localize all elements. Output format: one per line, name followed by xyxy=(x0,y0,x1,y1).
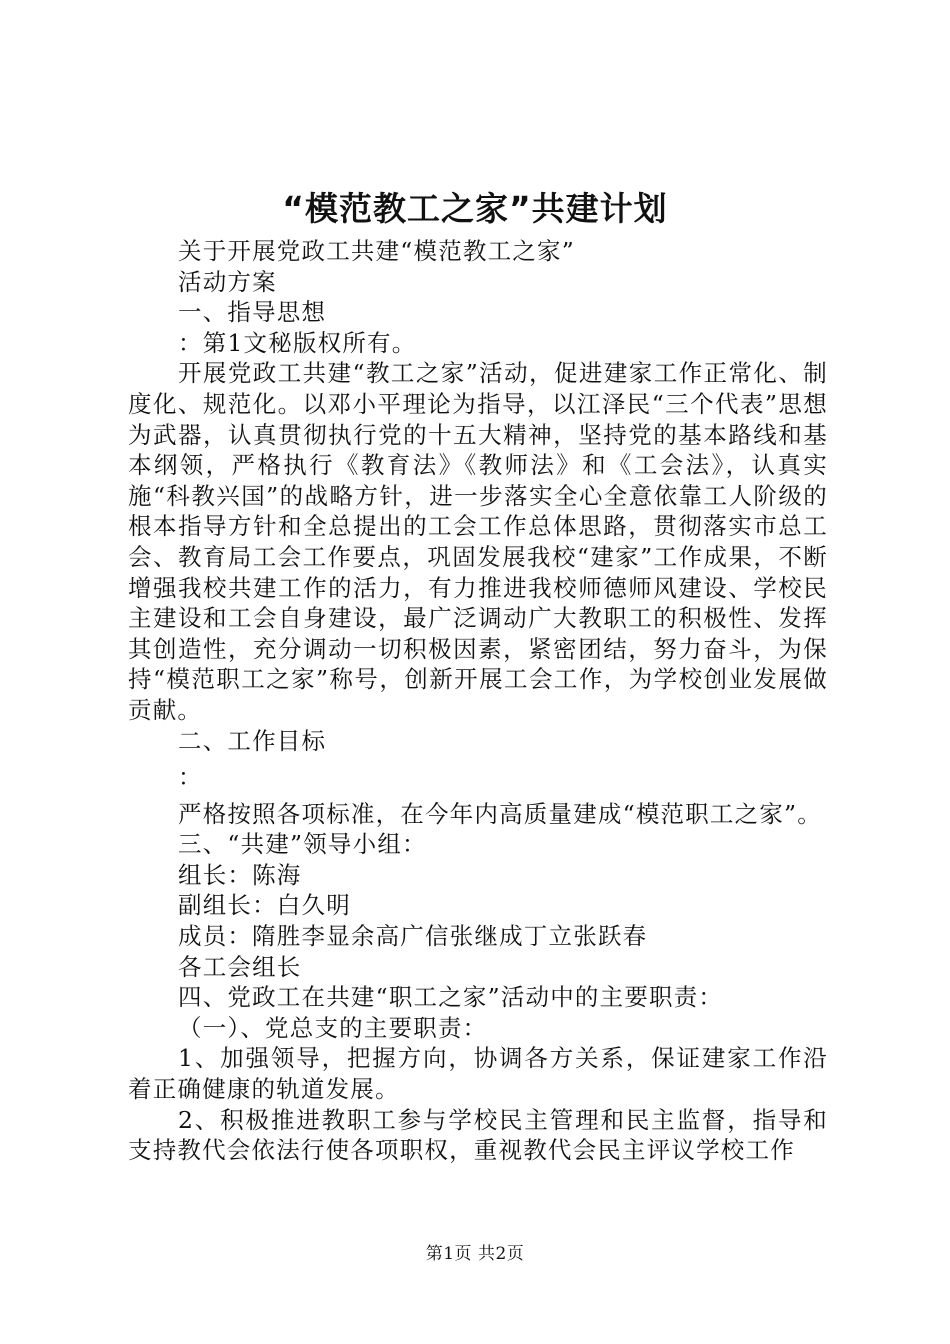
section-heading-2: 二、工作目标 xyxy=(178,726,327,755)
list-item-1: 1、加强领导，把握方向，协调各方关系，保证建家工作沿着正确健康的轨道发展。 xyxy=(128,1044,828,1104)
page-footer: 第1页 共2页 xyxy=(425,1244,525,1264)
list-item-2: 2、积极推进教职工参与学校民主管理和民主监督，指导和支持教代会依法行使各项职权，重视教代会民主评议学校工作 xyxy=(128,1105,828,1165)
section-heading-3: 三、“共建”领导小组： xyxy=(178,830,427,859)
paragraph-leader: 组长：陈海 xyxy=(178,860,302,889)
paragraph-guiding-thought: 开展党政工共建“教工之家”活动，促进建家工作正常化、制度化、规范化。以邓小平理论为指导，以江泽民“三个代表”思想为武器，认真贯彻执行党的十五大精神，坚持党的基本路线和基本纲领，严格执行《教育法》《教师法》和《工会法》，认真实施“科教兴国”的战略方针，进一步落实全心全意依靠工人阶级的根本指导方针和全总提出的工会工作总体思路，贯彻落实市总工会、教育局工会工作要点，巩固发展我校“建家”工作成果，不断增强我校共建工作的活力，有力推进我校师德师风建设、学校民主建设和工会自身建设，最广泛调动广大教职工的积极性、发挥其创造性，充分调动一切积极因素，紧密团结，努力奋斗，为保持“模范职工之家”称号，创新开展工会工作，为学校创业发展做贡献。 xyxy=(128,359,828,724)
paragraph-subtitle-2: 活动方案 xyxy=(178,267,277,296)
paragraph-subtitle-1: 关于开展党政工共建“模范教工之家” xyxy=(178,237,575,265)
paragraph-members: 成员：隋胜李显余高广信张继成丁立张跃春 xyxy=(178,922,648,951)
paragraph-group-leaders: 各工会组长 xyxy=(178,952,302,981)
paragraph-deputy-leader: 副组长：白久明 xyxy=(178,891,351,920)
paragraph-copyright: ：第1文秘版权所有。 xyxy=(178,328,417,357)
section-heading-1: 一、指导思想 xyxy=(178,298,327,327)
paragraph-colon: ： xyxy=(178,763,203,792)
paragraph-work-goal: 严格按照各项标准，在今年内高质量建成“模范职工之家”。 xyxy=(178,799,822,828)
document-title: “模范教工之家”共建计划 xyxy=(282,189,668,228)
section-heading-4: 四、党政工在共建“职工之家”活动中的主要职责： xyxy=(178,983,724,1012)
document-body xyxy=(128,236,828,1166)
subsection-heading-1: （一）、党总支的主要职责： xyxy=(178,1013,488,1042)
